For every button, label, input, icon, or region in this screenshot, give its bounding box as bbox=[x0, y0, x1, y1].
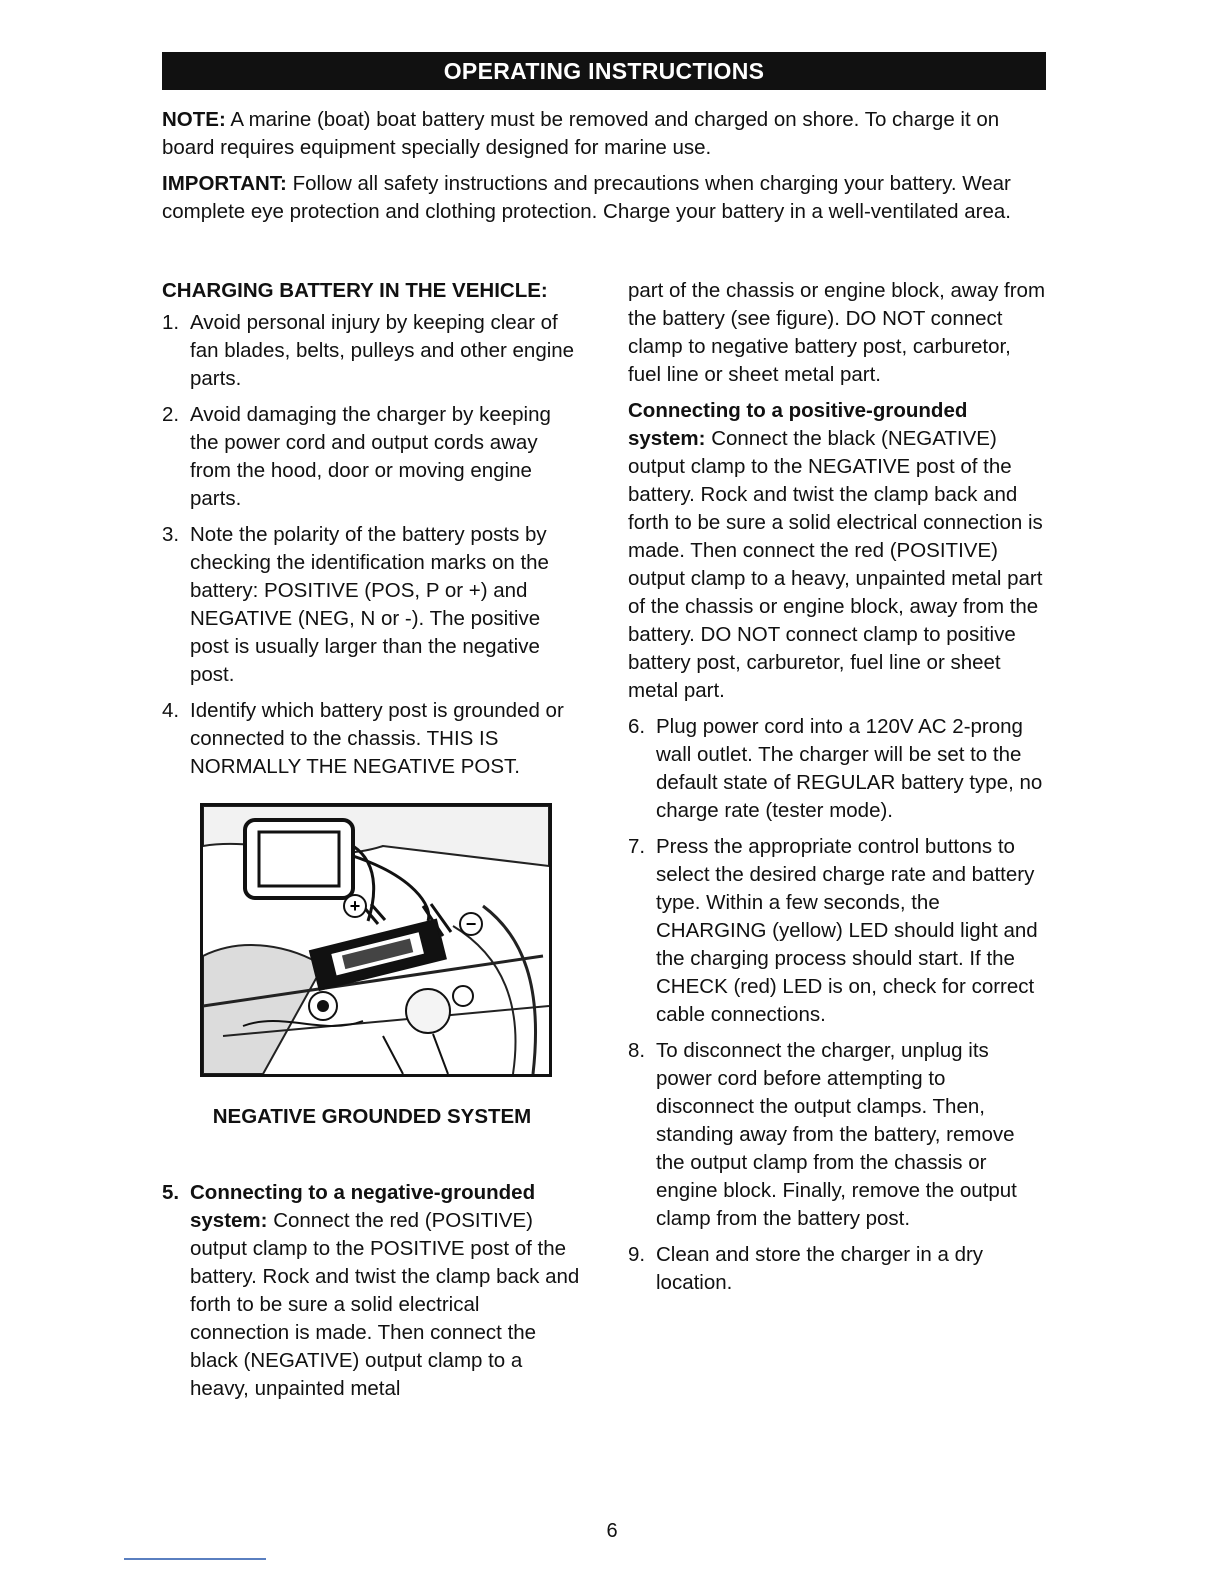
step-7 bbox=[628, 833, 1048, 1029]
footer-rule bbox=[124, 1558, 266, 1560]
step-9 bbox=[628, 1241, 1048, 1297]
step-text: To disconnect the charger, unplug its power cord before attempting to disconnect the output clamps. Then, standing away from the battery, remove the output clamp from the chassis or engine block. Finally, remove the output clamp from the battery post. bbox=[656, 1039, 1017, 1230]
page-number: 6 bbox=[606, 1520, 618, 1542]
step-6 bbox=[628, 713, 1048, 825]
step-number: 6. bbox=[628, 715, 646, 738]
step-number: 4. bbox=[162, 699, 180, 722]
step5-continued: part of the chassis or engine block, away from the battery (see figure). DO NOT connect clamp to negative battery post, carburetor, fuel line or sheet metal part. bbox=[628, 279, 1046, 386]
step-number: 9. bbox=[628, 1243, 646, 1266]
important-label: IMPORTANT: bbox=[162, 172, 287, 195]
positive-grounded-heading: Connecting to a positive-grounded system: bbox=[628, 399, 968, 450]
positive-symbol-label: + bbox=[349, 896, 361, 916]
step-number: 1. bbox=[162, 311, 180, 334]
step-text: Note the polarity of the battery posts by checking the identification marks on the battery: POSITIVE (POS, P or +) and NEGATIVE (NEG, N or -). The positive post is usually larger than the negative post. bbox=[190, 523, 549, 686]
step-1 bbox=[162, 309, 582, 393]
step-number: 3. bbox=[162, 523, 180, 546]
step-number: 8. bbox=[628, 1039, 646, 1062]
step5-body: Connect the red (POSITIVE) output clamp to the POSITIVE post of the battery. Rock and twist the clamp back and forth to be sure a solid electrical connection is made. Then connect the black (NEGATIVE) output clamp to a heavy, unpainted metal bbox=[190, 1209, 580, 1400]
steps-list-left bbox=[162, 309, 582, 781]
section-heading: CHARGING BATTERY IN THE VEHICLE: bbox=[162, 279, 548, 302]
note-paragraph bbox=[162, 106, 1042, 162]
important-paragraph bbox=[162, 170, 1042, 226]
steps-list-right bbox=[628, 713, 1048, 1297]
page-header: OPERATING INSTRUCTIONS bbox=[162, 52, 1046, 90]
step-number: 7. bbox=[628, 835, 646, 858]
important-text: Follow all safety instructions and precautions when charging your battery. Wear complete eye protection and clothing protection. Charge your battery in a well-ventilated area. bbox=[162, 172, 1011, 223]
battery-figure bbox=[200, 803, 552, 1077]
right-column bbox=[628, 277, 1048, 1305]
intro-section bbox=[162, 106, 1042, 234]
note-label: NOTE: bbox=[162, 108, 226, 131]
step-text: Identify which battery post is grounded or connected to the chassis. THIS IS NORMALLY THE NEGATIVE POST. bbox=[190, 699, 564, 778]
positive-grounded-paragraph bbox=[628, 397, 1048, 705]
step-text bbox=[190, 1179, 582, 1403]
step-number: 2. bbox=[162, 403, 180, 426]
step-4 bbox=[162, 697, 582, 781]
steps-list-step5 bbox=[162, 1179, 582, 1403]
step-5 bbox=[162, 1179, 582, 1403]
step-3 bbox=[162, 521, 582, 689]
positive-grounded-body: Connect the black (NEGATIVE) output clamp to the NEGATIVE post of the battery. Rock and twist the clamp back and forth to be sure a solid electrical connection is made. Then connect the red (POSITIVE) output clamp to a heavy, unpainted metal part of the chassis or engine block, away from the battery. DO NOT connect clamp to positive battery post, carburetor, fuel line or sheet metal part. bbox=[628, 427, 1043, 702]
left-column bbox=[162, 277, 582, 1411]
note-text: A marine (boat) boat battery must be removed and charged on shore. To charge it on board requires equipment specially designed for marine use. bbox=[162, 108, 1000, 159]
step5-heading: Connecting to a negative-grounded system: bbox=[190, 1181, 536, 1232]
step-text: Clean and store the charger in a dry location. bbox=[656, 1243, 984, 1294]
step-text: Avoid personal injury by keeping clear of fan blades, belts, pulleys and other engine parts. bbox=[190, 311, 575, 390]
step-8 bbox=[628, 1037, 1048, 1233]
engine-bay-illustration bbox=[203, 806, 549, 1074]
step-number: 5. bbox=[162, 1181, 180, 1204]
charger-display bbox=[259, 832, 339, 886]
step-text: Plug power cord into a 120V AC 2-prong wall outlet. The charger will be set to the default state of REGULAR battery type, no charge rate (tester mode). bbox=[656, 715, 1043, 822]
figure-caption: NEGATIVE GROUNDED SYSTEM bbox=[212, 1105, 532, 1128]
negative-symbol-label: − bbox=[465, 914, 477, 934]
step-text: Avoid damaging the charger by keeping the power cord and output cords away from the hood, door or moving engine parts. bbox=[190, 403, 551, 510]
step-text: Press the appropriate control buttons to select the desired charge rate and battery type. Within a few seconds, the CHARGING (yellow) LED should light and the charging process should start. If the CHECK (red) LED is on, check for correct cable connections. bbox=[656, 835, 1038, 1026]
step-2 bbox=[162, 401, 582, 513]
